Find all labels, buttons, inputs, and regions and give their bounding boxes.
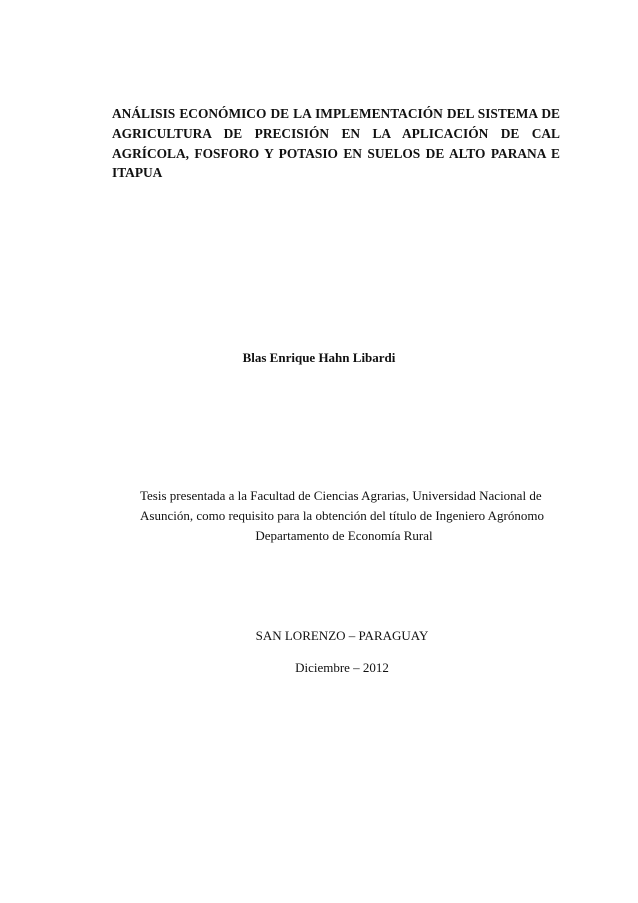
thesis-statement	[140, 486, 548, 546]
place-of-publication: SAN LORENZO – PARAGUAY	[255, 628, 429, 643]
thesis-statement-line-1: Tesis presentada a la Facultad de Ciencias Agrarias, Universidad Nacional de	[140, 488, 542, 503]
author-name: Blas Enrique Hahn Libardi	[242, 350, 396, 365]
department-name: Departamento de Economía Rural	[255, 528, 433, 543]
thesis-title: ANÁLISIS ECONÓMICO DE LA IMPLEMENTACIÓN DEL SISTEMA DE AGRICULTURA DE PRECISIÓN EN LA APLICACIÓN DE CAL AGRÍCOLA, FOSFORO Y POTASIO EN SUELOS DE ALTO PARANA E ITAPUA	[112, 106, 560, 181]
thesis-statement-line-2: Asunción, como requisito para la obtención del título de Ingeniero Agrónomo	[140, 508, 544, 523]
publication-date: Diciembre – 2012	[295, 660, 389, 675]
